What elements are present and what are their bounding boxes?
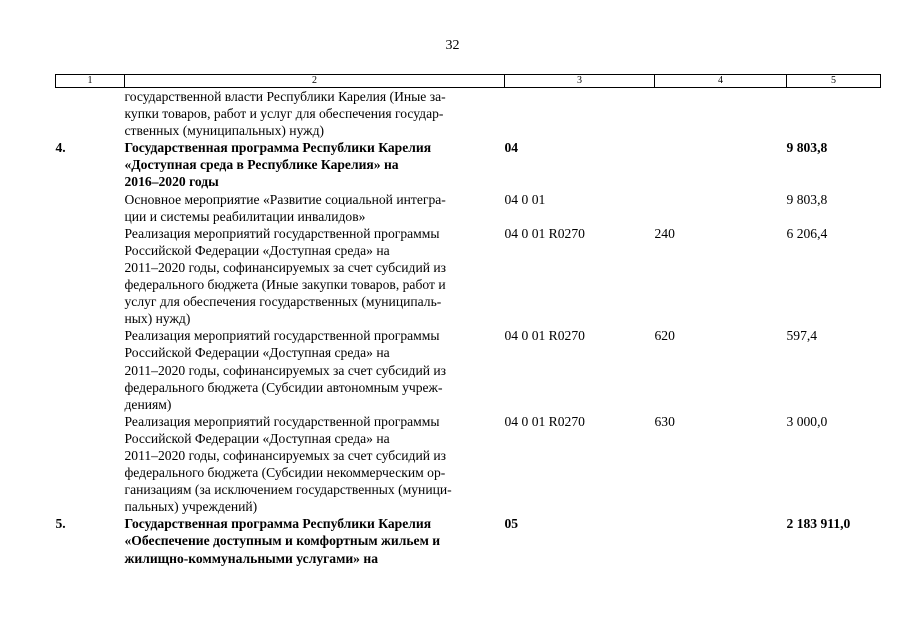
column-header-1: 1: [56, 75, 125, 88]
row-name: [125, 139, 505, 190]
row-amount: 3 000,0: [786, 413, 828, 429]
row-number: [56, 191, 125, 225]
row-name-line: 2016–2020 годы: [124, 174, 219, 190]
row-name-line: Российской Федерации «Доступная среда» на: [124, 430, 390, 446]
column-header-5: 5: [787, 75, 881, 88]
row-name-line: Реализация мероприятий государственной программы: [124, 225, 440, 241]
row-name-line: «Обеспечение доступным и комфортным жильем и: [124, 533, 441, 549]
row-name-line: Государственная программа Республики Карелия: [124, 140, 432, 156]
row-name-line: Основное мероприятие «Развитие социальной интегра-: [124, 191, 446, 207]
row-name-line: услуг для обеспечения государственных (муниципаль-: [124, 294, 442, 310]
column-header-2: 2: [125, 75, 505, 88]
row-name-line: федерального бюджета (Субсидии некоммерческим ор-: [124, 465, 446, 481]
row-expense-type: [655, 515, 787, 566]
row-name: [125, 327, 505, 412]
row-name-line: «Доступная среда в Республике Карелия» на: [124, 157, 399, 173]
row-name: [125, 515, 505, 566]
row-name-line: ции и системы реабилитации инвалидов»: [124, 208, 366, 224]
row-target-code: 04 0 01 R0270: [504, 328, 585, 344]
table-row: [56, 191, 881, 225]
row-target-code: 05: [504, 516, 519, 532]
column-header-3: 3: [505, 75, 655, 88]
row-amount: 6 206,4: [786, 225, 828, 241]
row-expense-type: [655, 88, 787, 140]
row-name-line: Российской Федерации «Доступная среда» на: [124, 242, 390, 258]
page-number: 32: [445, 38, 460, 53]
row-name-line: ных) нужд): [124, 311, 191, 327]
row-name: [125, 88, 505, 140]
row-name-line: Реализация мероприятий государственной программы: [124, 413, 440, 429]
table-row: [56, 515, 881, 566]
table-row: [56, 88, 881, 140]
row-expense-type: 240: [654, 225, 675, 241]
row-number: [56, 225, 125, 328]
row-name-line: жилищно-коммунальными услугами» на: [124, 550, 379, 566]
row-amount: 9 803,8: [786, 140, 828, 156]
row-expense-type: [655, 191, 787, 225]
row-name-line: Реализация мероприятий государственной программы: [124, 328, 440, 344]
budget-table: [55, 74, 881, 567]
row-name-line: федерального бюджета (Иные закупки товаров, работ и: [124, 277, 446, 293]
row-name: [125, 413, 505, 516]
row-name-line: 2011–2020 годы, софинансируемых за счет субсидий из: [124, 259, 447, 275]
column-number-header: [56, 75, 881, 88]
row-expense-type: 630: [654, 413, 675, 429]
row-name-line: государственной власти Республики Карелия (Иные за-: [124, 89, 446, 104]
column-header-4: 4: [655, 75, 787, 88]
row-name-line: ганизациям (за исключением государственных (муници-: [124, 482, 452, 498]
row-amount: [787, 88, 881, 140]
table-row: [56, 225, 881, 328]
row-amount: 2 183 911,0: [786, 516, 851, 532]
row-target-code: 04 0 01 R0270: [504, 225, 585, 241]
row-name-line: пальных) учреждений): [124, 499, 258, 515]
row-expense-type: [655, 139, 787, 190]
row-target-code: 04 0 01 R0270: [504, 413, 585, 429]
row-amount: 597,4: [786, 328, 818, 344]
table-row: [56, 139, 881, 190]
row-name-line: купки товаров, работ и услуг для обеспечения государ-: [124, 106, 444, 122]
row-number: [56, 327, 125, 412]
table-body: [56, 88, 881, 567]
row-name-line: 2011–2020 годы, софинансируемых за счет субсидий из: [124, 362, 447, 378]
row-name: [125, 191, 505, 225]
row-number: 5.: [55, 516, 66, 532]
row-number: 4.: [55, 140, 66, 156]
row-number: [56, 413, 125, 516]
row-target-code: [505, 88, 655, 140]
row-target-code: 04: [504, 140, 519, 156]
row-target-code: 04 0 01: [504, 191, 546, 207]
row-name-line: дениям): [124, 396, 172, 412]
row-expense-type: 620: [654, 328, 675, 344]
row-name-line: Государственная программа Республики Карелия: [124, 516, 432, 532]
row-name-line: 2011–2020 годы, софинансируемых за счет субсидий из: [124, 447, 447, 463]
table-row: [56, 327, 881, 412]
row-name-line: Российской Федерации «Доступная среда» на: [124, 345, 390, 361]
row-name: [125, 225, 505, 328]
row-name-line: ственных (муниципальных) нужд): [124, 123, 325, 139]
row-number: [56, 88, 125, 140]
row-amount: 9 803,8: [786, 191, 828, 207]
table-row: [56, 413, 881, 516]
row-name-line: федерального бюджета (Субсидии автономным учреж-: [124, 379, 443, 395]
